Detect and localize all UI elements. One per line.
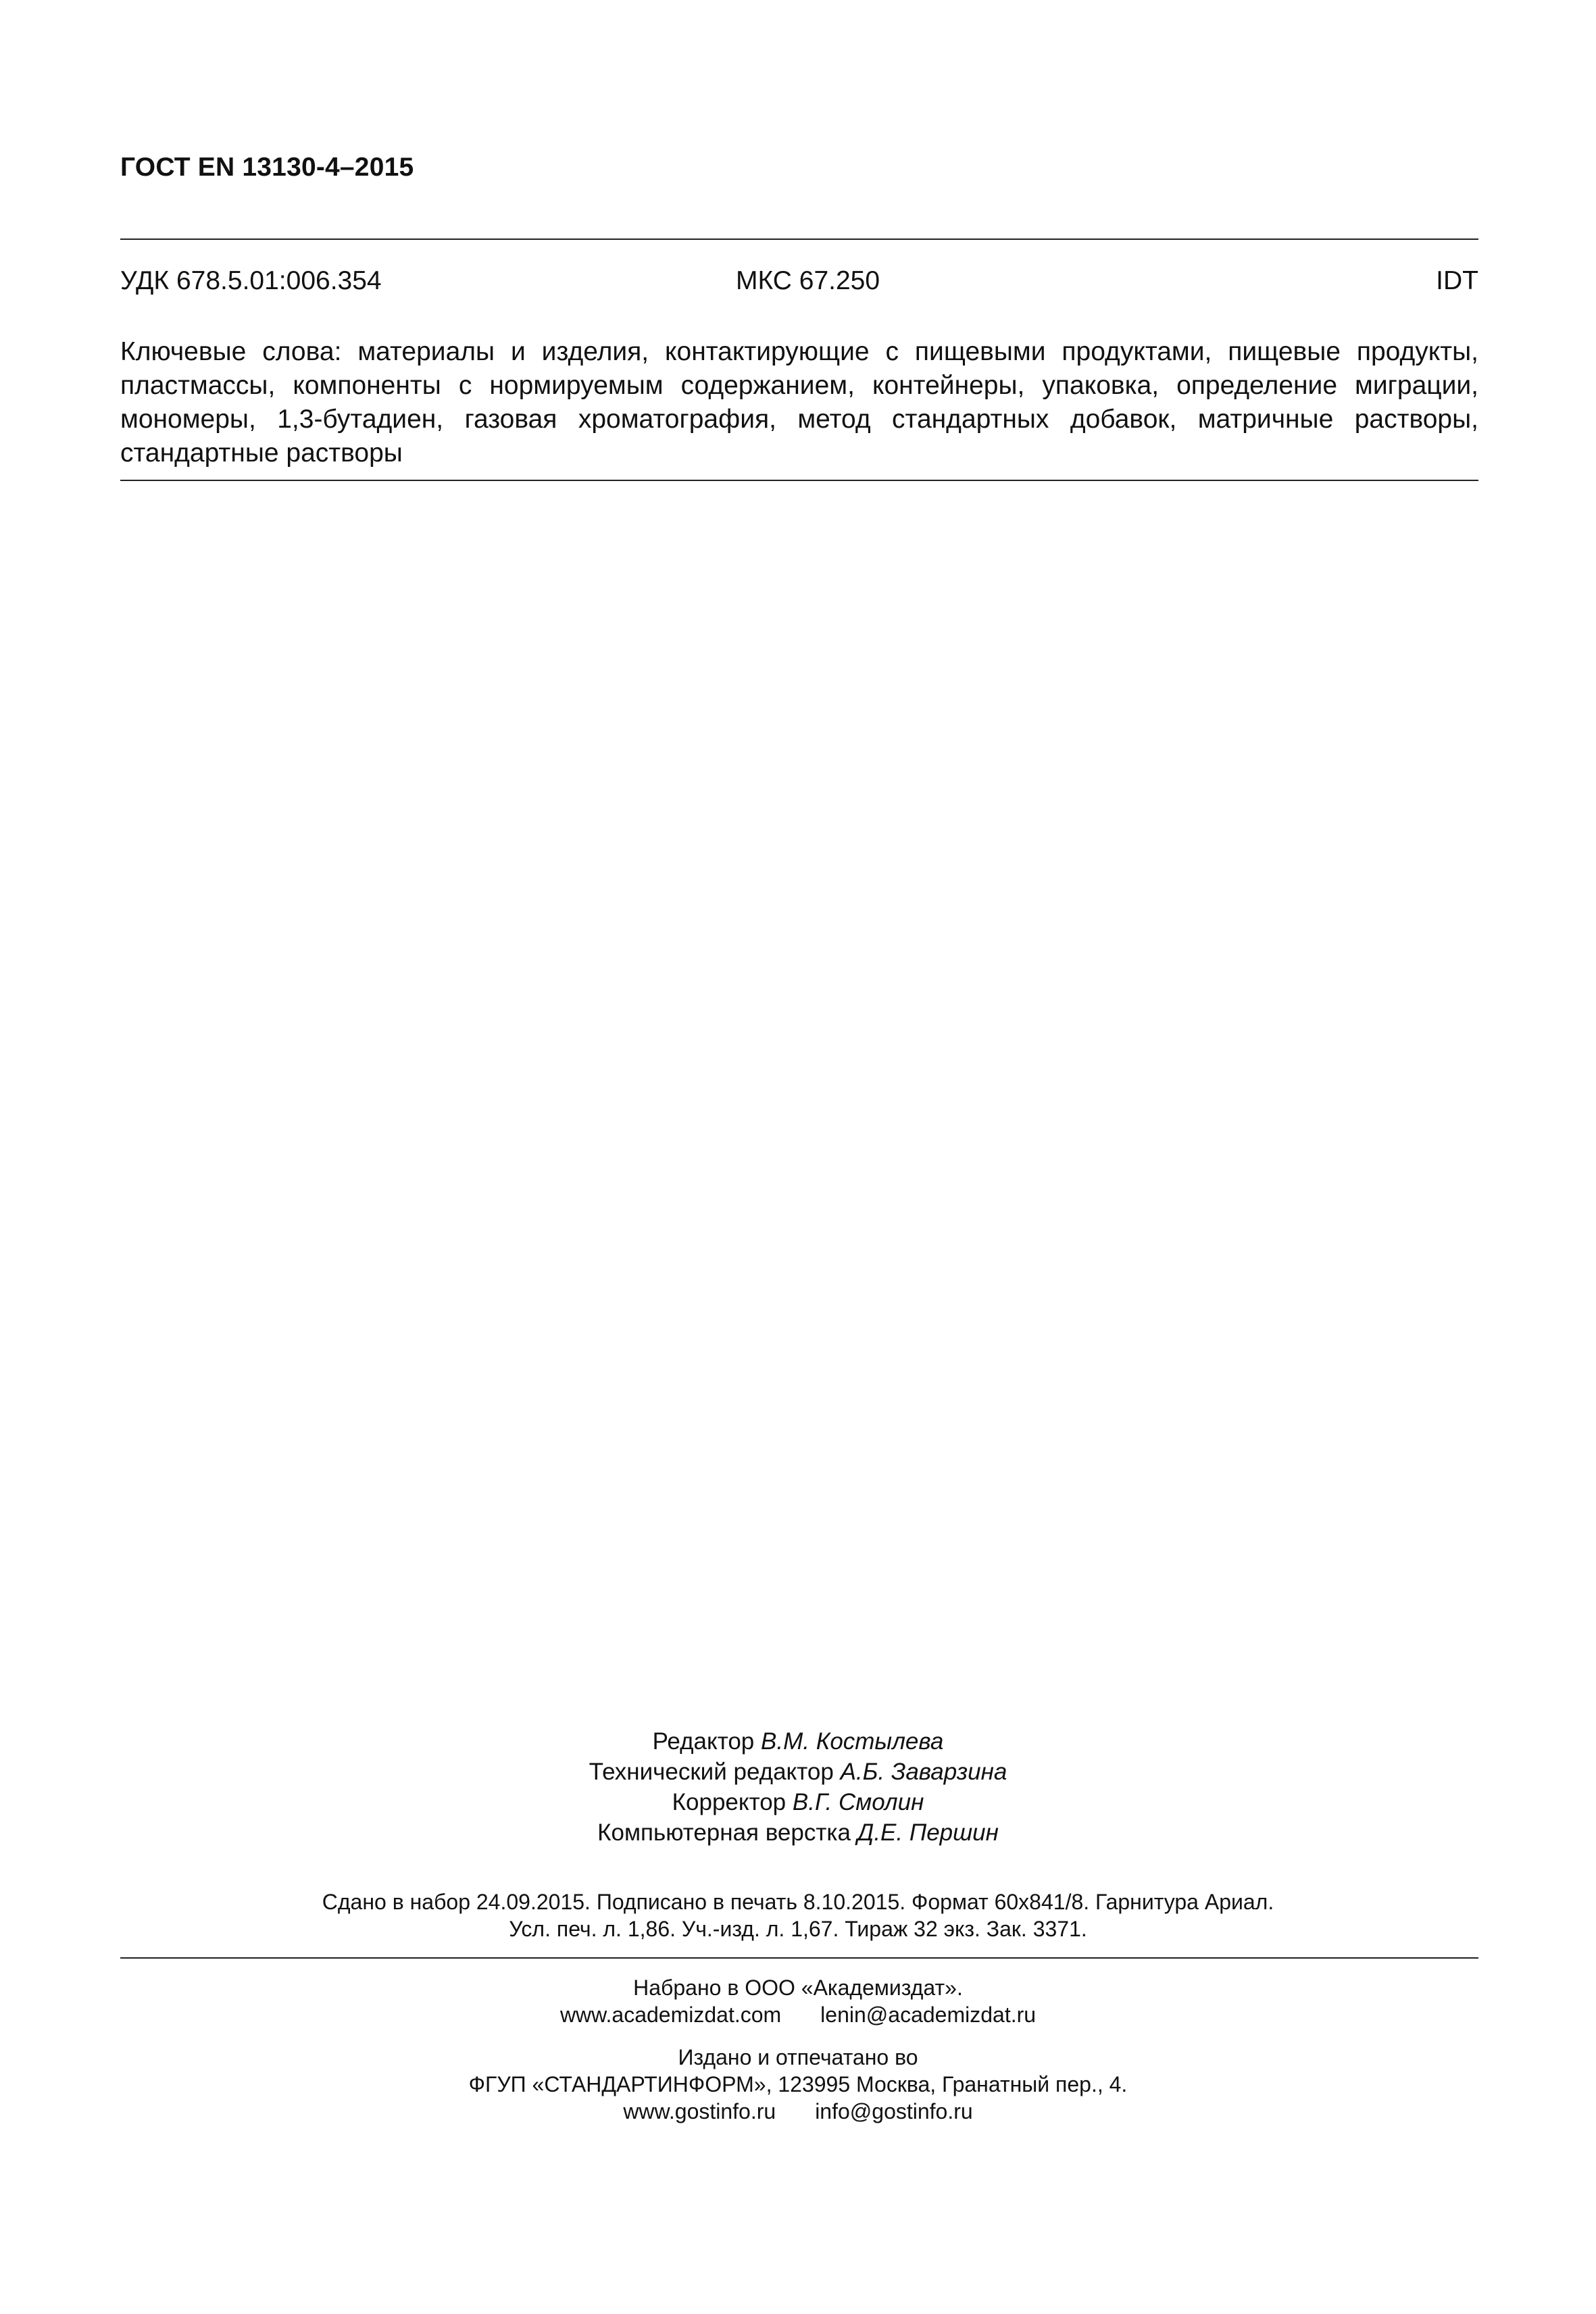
udk-code: УДК 678.5.01:006.354 <box>120 266 382 295</box>
publisher-line-1: Издано и отпечатано во <box>678 2045 918 2069</box>
print-info <box>0 1888 1596 1942</box>
typeset-website-link[interactable]: www.academizdat.com <box>559 2003 782 2027</box>
staff-proofreader: Корректор В.Г. Смолин <box>672 1789 924 1815</box>
keywords-divider <box>120 480 1478 481</box>
typeset-line: Набрано в ООО «Академиздат». <box>633 1976 963 2000</box>
publisher-email-link[interactable]: info@gostinfo.ru <box>815 2099 973 2123</box>
print-info-line-2: Усл. печ. л. 1,86. Уч.-изд. л. 1,67. Тираж 32 экз. Зак. 3371. <box>509 1917 1087 1941</box>
publisher-info <box>0 2044 1596 2125</box>
publisher-line-2: ФГУП «СТАНДАРТИНФОРМ», 123995 Москва, Гранатный пер., 4. <box>468 2072 1128 2096</box>
classification-row <box>120 266 1478 300</box>
typeset-info <box>0 1974 1596 2028</box>
equivalence-code: IDT <box>1436 266 1478 295</box>
keywords-paragraph: Ключевые слова: материалы и изделия, контактирующие с пищевыми продуктами, пищевые продукты, пластмассы, компоненты с нормируемым содержанием, контейнеры, упаковка, определение миграции, мономеры, 1,3-бутадиен, газовая хроматография, метод стандартных добавок, матричные растворы, стандартные растворы <box>120 337 1478 468</box>
top-divider <box>120 238 1478 240</box>
staff-technical-editor: Технический редактор А.Б. Заварзина <box>589 1759 1007 1785</box>
publisher-contacts <box>0 2098 1596 2125</box>
staff-layout: Компьютерная верстка Д.Е. Першин <box>597 1819 999 1846</box>
editorial-staff <box>0 1726 1596 1848</box>
print-info-line-1: Сдано в набор 24.09.2015. Подписано в печать 8.10.2015. Формат 60x841/8. Гарнитура Ариал. <box>322 1890 1274 1914</box>
imprint-divider <box>120 1957 1478 1959</box>
typeset-contacts <box>0 2001 1596 2028</box>
staff-editor: Редактор В.М. Костылева <box>652 1728 944 1755</box>
standard-code: ГОСТ EN 13130-4–2015 <box>120 153 414 182</box>
publisher-website-link[interactable]: www.gostinfo.ru <box>623 2099 776 2123</box>
mks-code: МКС 67.250 <box>736 266 880 295</box>
typeset-email-link[interactable]: lenin@academizdat.ru <box>820 2003 1037 2027</box>
